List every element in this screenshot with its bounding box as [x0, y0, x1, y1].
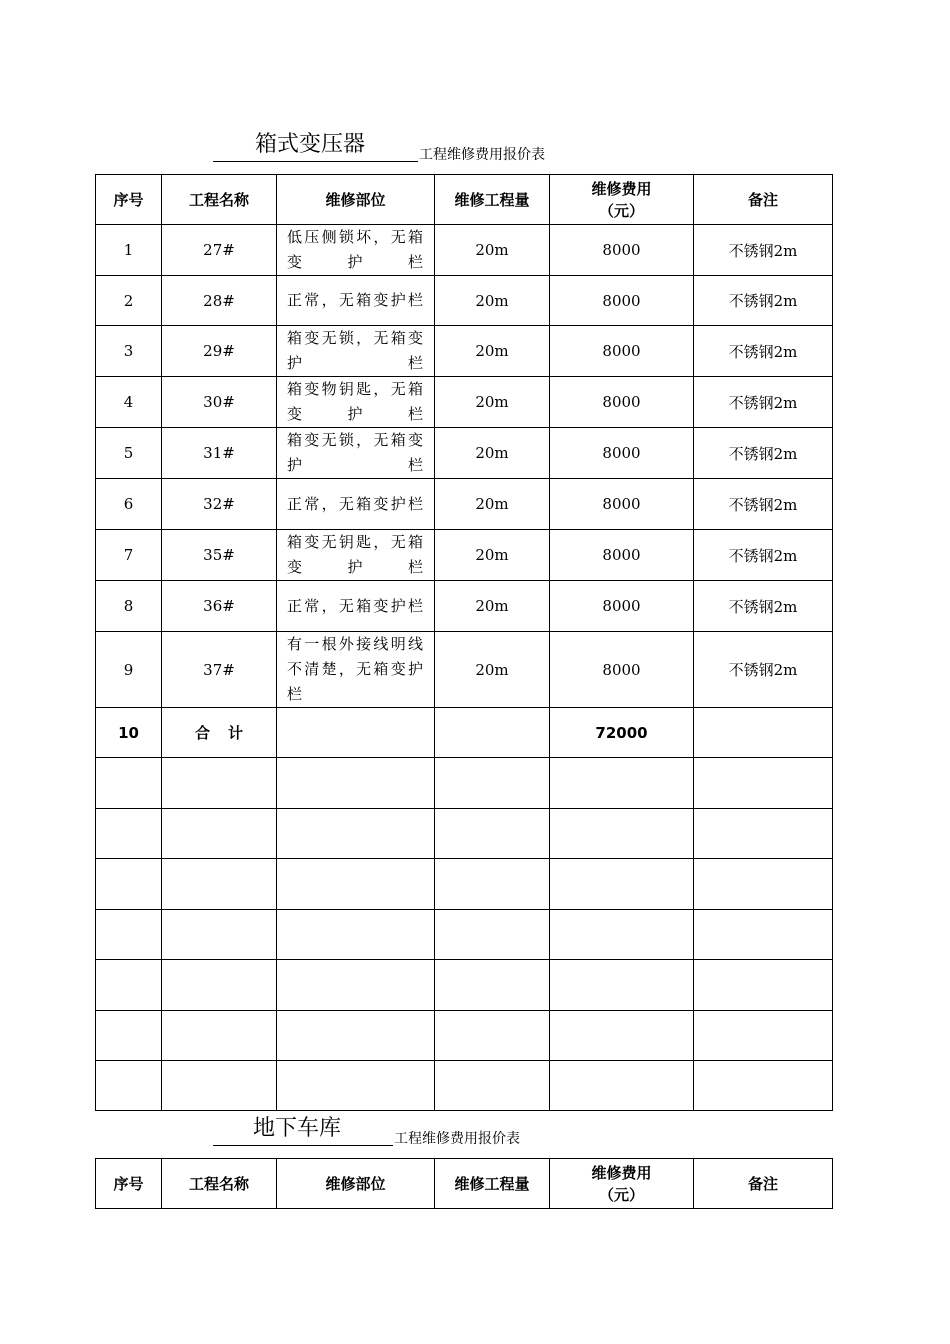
section2-title: 地下车库 — [253, 1116, 342, 1141]
cell-name: 28# — [162, 276, 277, 326]
cell-no: 8 — [96, 581, 162, 632]
cell-no: 7 — [96, 530, 162, 581]
table-header-row — [96, 1159, 833, 1209]
cell-name: 29# — [162, 326, 277, 377]
empty-row — [96, 1011, 833, 1061]
section1-title-line — [213, 128, 593, 162]
table-row — [96, 225, 833, 276]
cell-quantity: 20m — [435, 377, 550, 428]
cell-location: 箱变无锁，无箱变护栏 — [277, 428, 435, 479]
cell-cost: 8000 — [550, 225, 694, 276]
header-quantity: 维修工程量 — [435, 1159, 550, 1209]
cell-cost: 8000 — [550, 276, 694, 326]
header-cost: 维修费用（元） — [550, 175, 694, 225]
cell-name: 31# — [162, 428, 277, 479]
total-row — [96, 708, 833, 758]
cell-remark: 不锈钢2m — [694, 225, 833, 276]
cell-location: 箱变无锁，无箱变护栏 — [277, 326, 435, 377]
cell-no: 6 — [96, 479, 162, 530]
header-no: 序号 — [96, 1159, 162, 1209]
cell-name: 37# — [162, 632, 277, 708]
total-label: 合计 — [162, 708, 277, 758]
table-row — [96, 632, 833, 708]
section2-title-underline — [213, 1145, 393, 1146]
cell-location: 正常，无箱变护栏 — [277, 276, 435, 326]
cell-name: 36# — [162, 581, 277, 632]
cell-location: 低压侧锁坏，无箱变护栏 — [277, 225, 435, 276]
header-name: 工程名称 — [162, 175, 277, 225]
section1-subtitle: 工程维修费用报价表 — [419, 147, 545, 163]
cell-location: 箱变物钥匙，无箱变护栏 — [277, 377, 435, 428]
empty-row — [96, 809, 833, 859]
header-name: 工程名称 — [162, 1159, 277, 1209]
section2-title-line — [213, 1112, 573, 1146]
cell-name: 30# — [162, 377, 277, 428]
empty-row — [96, 859, 833, 910]
cell-cost: 8000 — [550, 377, 694, 428]
cell-cost: 8000 — [550, 632, 694, 708]
cell-remark: 不锈钢2m — [694, 479, 833, 530]
cell-location: 正常，无箱变护栏 — [277, 581, 435, 632]
table-row — [96, 479, 833, 530]
cell-quantity: 20m — [435, 276, 550, 326]
cell-no: 4 — [96, 377, 162, 428]
total-location-empty — [277, 708, 435, 758]
section1-title: 箱式变压器 — [255, 132, 366, 157]
cell-remark: 不锈钢2m — [694, 428, 833, 479]
cell-location: 有一根外接线明线不清楚，无箱变护栏 — [277, 632, 435, 708]
header-quantity: 维修工程量 — [435, 175, 550, 225]
cell-name: 32# — [162, 479, 277, 530]
cell-cost: 8000 — [550, 581, 694, 632]
cell-quantity: 20m — [435, 479, 550, 530]
cell-cost: 8000 — [550, 428, 694, 479]
cell-quantity: 20m — [435, 632, 550, 708]
header-location: 维修部位 — [277, 175, 435, 225]
total-no: 10 — [96, 708, 162, 758]
table-row — [96, 377, 833, 428]
header-remark: 备注 — [694, 175, 833, 225]
cell-cost: 8000 — [550, 326, 694, 377]
cell-cost: 8000 — [550, 479, 694, 530]
section1-table — [95, 174, 833, 1111]
cell-quantity: 20m — [435, 428, 550, 479]
cell-no: 9 — [96, 632, 162, 708]
cell-no: 5 — [96, 428, 162, 479]
empty-row — [96, 758, 833, 809]
cell-name: 35# — [162, 530, 277, 581]
table-header-row — [96, 175, 833, 225]
cell-quantity: 20m — [435, 225, 550, 276]
cell-no: 1 — [96, 225, 162, 276]
cell-remark: 不锈钢2m — [694, 377, 833, 428]
cell-name: 27# — [162, 225, 277, 276]
cell-remark: 不锈钢2m — [694, 632, 833, 708]
cell-remark: 不锈钢2m — [694, 326, 833, 377]
cell-remark: 不锈钢2m — [694, 276, 833, 326]
header-cost: 维修费用（元） — [550, 1159, 694, 1209]
header-location: 维修部位 — [277, 1159, 435, 1209]
table-row — [96, 326, 833, 377]
cell-no: 3 — [96, 326, 162, 377]
table-row — [96, 581, 833, 632]
table-row — [96, 428, 833, 479]
cell-remark: 不锈钢2m — [694, 581, 833, 632]
cell-location: 箱变无钥匙，无箱变护栏 — [277, 530, 435, 581]
cell-location: 正常，无箱变护栏 — [277, 479, 435, 530]
cell-quantity: 20m — [435, 530, 550, 581]
cell-quantity: 20m — [435, 581, 550, 632]
cell-no: 2 — [96, 276, 162, 326]
cell-cost: 8000 — [550, 530, 694, 581]
cell-quantity: 20m — [435, 326, 550, 377]
table-row — [96, 530, 833, 581]
section2-subtitle: 工程维修费用报价表 — [394, 1131, 520, 1147]
section2-table — [95, 1158, 833, 1209]
empty-row — [96, 910, 833, 960]
table-row — [96, 276, 833, 326]
empty-row — [96, 960, 833, 1011]
total-cost: 72000 — [550, 708, 694, 758]
header-no: 序号 — [96, 175, 162, 225]
empty-row — [96, 1061, 833, 1111]
cell-remark: 不锈钢2m — [694, 530, 833, 581]
header-remark: 备注 — [694, 1159, 833, 1209]
total-remark-empty — [694, 708, 833, 758]
section1-title-underline — [213, 161, 418, 162]
total-quantity-empty — [435, 708, 550, 758]
